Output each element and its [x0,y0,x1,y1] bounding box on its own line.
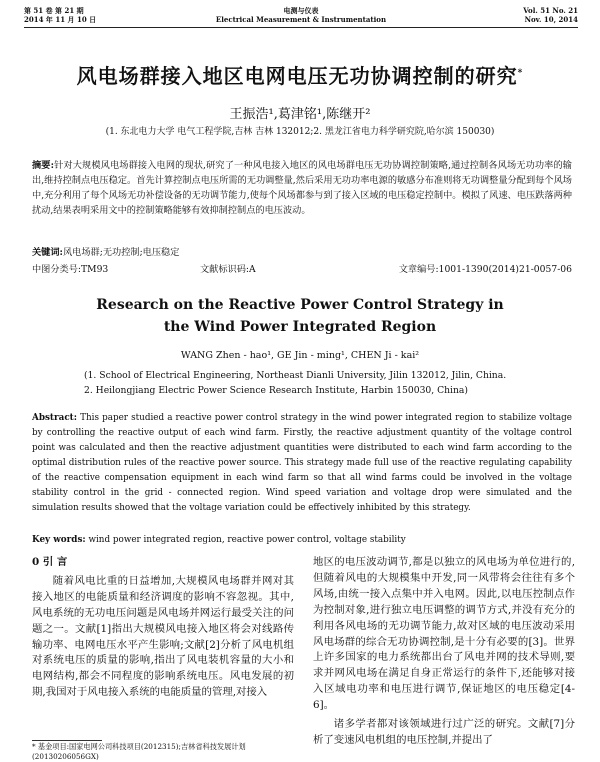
body-column-left [32,555,294,701]
footnote-funding: * 基金项目:国家电网公司科技项目(2012315);吉林省科技发展计划(20130206056GX) [32,742,246,761]
title-fund-mark: * [517,68,524,79]
affiliations-cn: (1. 东北电力大学 电气工程学院,吉林 吉林 132012;2. 黑龙江省电力科学研究院,哈尔滨 150030) [105,127,495,137]
abstract-en [32,411,572,516]
header-rule [24,27,578,28]
intro-paragraph-1-cont: 地区的电压波动调节,都是以独立的风电场为单位进行的,但随着风电的大规模集中开发,同一风带将会往往有多个风场,由统一接入点集中并入电网。因此,以电压控制点作为控制对象,进行独立电压调整的调节方式,并没有充分的利用各风电场的无功调节能力,故对区域的电压波动采用风电场群的综合无功协调控制,是十分有必要的[3]。世界上许多国家的电力系统都出台了风电并网的技术导则,要求并网风电场在满足自身正常运行的条件下,还能够对接入区域电功率和电压进行调节,保证地区的电压稳定[4-6]。 [313,556,575,712]
abstract-cn-label: 摘要: [32,160,55,171]
intro-paragraph-2: 诸多学者都对该领域进行过广泛的研究。文献[7]分析了变速风电机组的电压控制,并提出了 [313,718,575,746]
abstract-en-text: This paper studied a reactive power control strategy in the wind power integrated region to stabilize voltage by controlling the reactive output of each wind farm. Firstly, the reactive adjustment quantity of the voltage control point was calculated and then the reactive adjustment quantities were distributed to each wind farm according to the optimal distribution rules of the reactive power source. This strategy made full use of the reactive regulating capability of the reactive compensation equipment in each wind farm so that all wind farms could be involved in the voltage stability control in the grid - connected region. Wind speed variation and voltage drop were simulated and the simulation results showed that the voltage variation could be effectively inhibited by this strategy. [32,413,572,513]
keywords-cn [32,244,179,258]
abstract-en-label: Abstract: [32,413,77,423]
classification-row [32,261,572,275]
abstract-cn [32,158,572,218]
abstract-cn-text: 针对大规模风电场群接入电网的现状,研究了一种风电接入地区的风电场群电压无功协调控制策略,通过控制各风场无功功率的输出,维持控制点电压稳定。首先计算控制点电压所需的无功调整量,然后采用无功功率电源的敏感分布准则将无功调整量分配到每个风场中,充分利用了每个风场无功补偿设备的无功调节能力,使每个风场都参与到了接入区域的电压稳定控制中。模拟了风速、电压跌落两种扰动,结果表明采用文中的控制策略能够有效抑制控制点的电压波动。 [32,160,572,216]
running-header [24,6,578,28]
title-cn-text: 风电场群接入地区电网电压无功协调控制的研究 [76,64,518,88]
footnote-rule [32,740,102,741]
intro-paragraph-1: 随着风电比重的日益增加,大规模风电场群并网对其接入地区的电能质量和经济调度的影响不容忽视。其中,风电系统的无功电压问题是风电场并网运行最受关注的问题之一。文献[1]指出大规模风电接入地区将会对线路传输功率、电网电压水平产生影响;文献[2]分析了风电机组对系统电压的质量的影响,指出了风电装机容量的大小和电网结构,都会不同程度的影响系统电压。风电发展的初期,我国对于风电接入系统的电能质量的管理,对接入 [32,574,294,699]
title-cn [0,60,600,89]
keywords-en-label: Key words: [32,535,86,545]
body-column-right [313,555,575,749]
authors-en: WANG Zhen - hao¹, GE Jin - ming¹, CHEN Ji - kai² [180,350,420,361]
keywords-cn-label: 关键词: [32,247,63,258]
keywords-cn-text: 风电场群;无功控制;电压稳定 [62,247,180,258]
affiliations-en: (1. School of Electrical Engineering, Northeast Dianli University, Jilin 132012, Jilin, China. 2. Heilongjiang Electric Power Science Research Institute, Harbin 150030, China) [84,370,507,396]
header-journal-name: 电测与仪表 Electrical Measurement & Instrumentation [215,6,387,24]
authors-cn: 王振浩¹,葛津铭¹,陈继开² [229,107,371,122]
keywords-en-text: wind power integrated region, reactive power control, voltage stability [88,535,406,545]
keywords-en [32,535,406,545]
article-number: 文章编号:1001-1390(2014)21-0057-06 [398,264,572,275]
title-en: Research on the Reactive Power Control Strategy in the Wind Power Integrated Region [96,297,504,335]
header-issue-en: Vol. 51 No. 21 Nov. 10, 2014 [523,6,578,24]
header-issue-cn: 第 51 卷 第 21 期 2014 年 11 月 10 日 [24,6,97,24]
section-heading-intro: 0 引 言 [32,556,68,568]
document-code: 文献标识码:A [200,264,256,275]
class-number: 中图分类号:TM93 [32,264,109,275]
